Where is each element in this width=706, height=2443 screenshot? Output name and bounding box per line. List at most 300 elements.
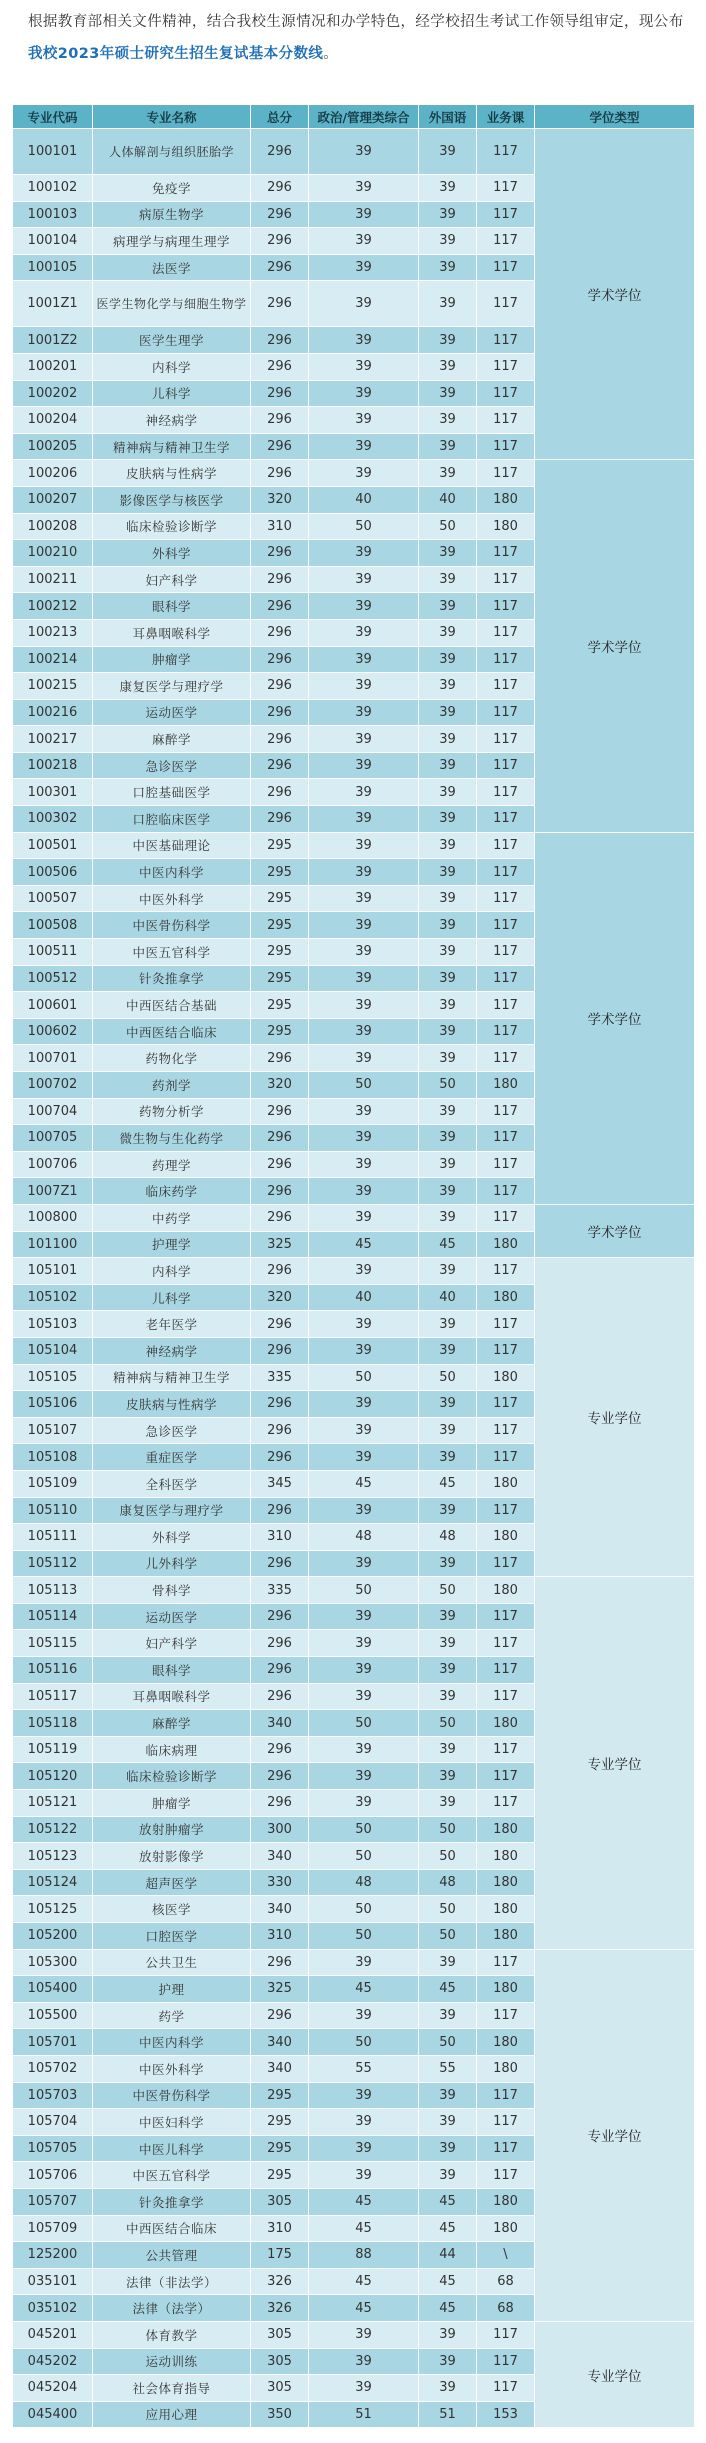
cell-code: 045202 (13, 2348, 93, 2375)
cell-major: 法律（非法学） (93, 2268, 251, 2295)
cell-total: 310 (251, 513, 309, 540)
cell-major-course: 117 (477, 1178, 535, 1205)
cell-politics: 39 (309, 1125, 419, 1152)
cell-major: 急诊医学 (93, 752, 251, 779)
cell-major-course: 117 (477, 353, 535, 380)
cell-foreign: 50 (419, 1710, 477, 1737)
cell-total: 296 (251, 566, 309, 593)
cell-code: 105116 (13, 1657, 93, 1684)
cell-code: 100218 (13, 752, 93, 779)
cell-politics: 39 (309, 859, 419, 886)
cell-politics: 39 (309, 806, 419, 833)
cell-total: 296 (251, 1417, 309, 1444)
cell-politics: 39 (309, 460, 419, 487)
cell-total: 296 (251, 1045, 309, 1072)
cell-code: 100213 (13, 619, 93, 646)
cell-total: 296 (251, 1630, 309, 1657)
cell-code: 100101 (13, 129, 93, 175)
cell-foreign: 39 (419, 1018, 477, 1045)
cell-politics: 39 (309, 380, 419, 407)
cell-major-course: 180 (477, 513, 535, 540)
cell-total: 296 (251, 1790, 309, 1817)
cell-politics: 39 (309, 885, 419, 912)
cell-total: 325 (251, 1976, 309, 2003)
cell-major: 内科学 (93, 1258, 251, 1285)
cell-code: 105200 (13, 1923, 93, 1950)
cell-politics: 45 (309, 2295, 419, 2322)
header-degree-type: 学位类型 (535, 105, 695, 129)
cell-code: 100501 (13, 832, 93, 859)
cell-total: 175 (251, 2242, 309, 2269)
cell-code: 100102 (13, 175, 93, 202)
cell-major: 全科医学 (93, 1470, 251, 1497)
cell-foreign: 39 (419, 1630, 477, 1657)
table-row (13, 1949, 695, 1976)
cell-major: 中医五官科学 (93, 939, 251, 966)
cell-major: 肿瘤学 (93, 1790, 251, 1817)
cell-code: 105702 (13, 2055, 93, 2082)
cell-total: 296 (251, 254, 309, 281)
cell-code: 105704 (13, 2109, 93, 2136)
cell-major-course: 180 (477, 1577, 535, 1604)
cell-total: 325 (251, 1231, 309, 1258)
cell-foreign: 39 (419, 327, 477, 354)
cell-degree-type: 专业学位 (535, 1258, 695, 1577)
cell-total: 345 (251, 1470, 309, 1497)
cell-total: 295 (251, 885, 309, 912)
cell-major: 临床检验诊断学 (93, 1763, 251, 1790)
cell-major-course: 117 (477, 752, 535, 779)
cell-total: 335 (251, 1577, 309, 1604)
cell-politics: 39 (309, 1417, 419, 1444)
cell-major: 耳鼻咽喉科学 (93, 1683, 251, 1710)
cell-major-course: 117 (477, 859, 535, 886)
cell-total: 296 (251, 1683, 309, 1710)
cell-major-course: 180 (477, 1284, 535, 1311)
cell-major-course: 180 (477, 486, 535, 513)
cell-total: 296 (251, 201, 309, 228)
cell-major: 中医五官科学 (93, 2162, 251, 2189)
cell-politics: 50 (309, 513, 419, 540)
cell-total: 296 (251, 1311, 309, 1338)
cell-major: 法医学 (93, 254, 251, 281)
cell-major-course: 117 (477, 1098, 535, 1125)
cell-total: 295 (251, 2109, 309, 2136)
cell-total: 296 (251, 1657, 309, 1684)
cell-politics: 39 (309, 228, 419, 255)
cell-total: 296 (251, 407, 309, 434)
cell-degree-type: 学术学位 (535, 1204, 695, 1257)
cell-degree-type: 专业学位 (535, 1949, 695, 2321)
cell-code: 105106 (13, 1391, 93, 1418)
cell-politics: 39 (309, 992, 419, 1019)
header-total: 总分 (251, 105, 309, 129)
cell-total: 296 (251, 353, 309, 380)
cell-foreign: 39 (419, 1683, 477, 1710)
table-row (13, 2321, 695, 2348)
cell-politics: 39 (309, 540, 419, 567)
cell-major: 护理 (93, 1976, 251, 2003)
cell-politics: 45 (309, 2268, 419, 2295)
cell-total: 296 (251, 1098, 309, 1125)
cell-total: 296 (251, 540, 309, 567)
cell-total: 326 (251, 2295, 309, 2322)
cell-major: 儿科学 (93, 1284, 251, 1311)
cell-major-course: 117 (477, 1736, 535, 1763)
cell-foreign: 39 (419, 885, 477, 912)
cell-major: 外科学 (93, 540, 251, 567)
cell-politics: 39 (309, 327, 419, 354)
cell-total: 320 (251, 1284, 309, 1311)
cell-code: 105703 (13, 2082, 93, 2109)
cell-major-course: 180 (477, 1072, 535, 1099)
cell-total: 296 (251, 1391, 309, 1418)
cell-politics: 48 (309, 1869, 419, 1896)
cell-code: 105112 (13, 1550, 93, 1577)
cell-major: 康复医学与理疗学 (93, 673, 251, 700)
cell-politics: 50 (309, 1923, 419, 1950)
cell-total: 340 (251, 1896, 309, 1923)
cell-major: 微生物与生化药学 (93, 1125, 251, 1152)
cell-code: 100211 (13, 566, 93, 593)
cell-major: 皮肤病与性病学 (93, 1391, 251, 1418)
cell-code: 105114 (13, 1603, 93, 1630)
cell-major: 精神病与精神卫生学 (93, 433, 251, 460)
cell-total: 340 (251, 2029, 309, 2056)
cell-foreign: 39 (419, 2321, 477, 2348)
cell-major-course: 180 (477, 1231, 535, 1258)
cell-major: 耳鼻咽喉科学 (93, 619, 251, 646)
cell-major: 口腔基础医学 (93, 779, 251, 806)
cell-major-course: \ (477, 2242, 535, 2269)
cell-total: 320 (251, 1072, 309, 1099)
cell-major: 神经病学 (93, 1337, 251, 1364)
cell-code: 105120 (13, 1763, 93, 1790)
cell-major-course: 180 (477, 1896, 535, 1923)
cell-politics: 39 (309, 2321, 419, 2348)
cell-politics: 39 (309, 779, 419, 806)
cell-code: 100301 (13, 779, 93, 806)
cell-major: 药物分析学 (93, 1098, 251, 1125)
cell-major-course: 117 (477, 254, 535, 281)
cell-major-course: 117 (477, 2135, 535, 2162)
intro-highlight-link[interactable]: 我校2023年硕士研究生招生复试基本分数线 (28, 46, 324, 62)
cell-politics: 39 (309, 1763, 419, 1790)
cell-foreign: 39 (419, 407, 477, 434)
cell-total: 296 (251, 175, 309, 202)
cell-foreign: 39 (419, 1098, 477, 1125)
cell-major-course: 180 (477, 1976, 535, 2003)
cell-total: 296 (251, 228, 309, 255)
cell-foreign: 39 (419, 2375, 477, 2402)
cell-politics: 39 (309, 1550, 419, 1577)
cell-foreign: 39 (419, 939, 477, 966)
cell-major-course: 117 (477, 1790, 535, 1817)
cell-foreign: 50 (419, 1816, 477, 1843)
cell-major: 眼科学 (93, 593, 251, 620)
cell-total: 296 (251, 699, 309, 726)
cell-major: 神经病学 (93, 407, 251, 434)
cell-major-course: 117 (477, 912, 535, 939)
cell-major-course: 117 (477, 201, 535, 228)
cell-major: 中医骨伤科学 (93, 2082, 251, 2109)
cell-politics: 50 (309, 1710, 419, 1737)
cell-code: 1007Z1 (13, 1178, 93, 1205)
cell-major-course: 117 (477, 327, 535, 354)
cell-code: 105119 (13, 1736, 93, 1763)
cell-total: 295 (251, 939, 309, 966)
cell-code: 045201 (13, 2321, 93, 2348)
cell-major: 临床检验诊断学 (93, 513, 251, 540)
cell-major-course: 117 (477, 2162, 535, 2189)
cell-politics: 55 (309, 2055, 419, 2082)
cell-politics: 39 (309, 673, 419, 700)
cell-major: 中医外科学 (93, 885, 251, 912)
cell-major: 老年医学 (93, 1311, 251, 1338)
cell-total: 310 (251, 1524, 309, 1551)
cell-major: 妇产科学 (93, 566, 251, 593)
cell-code: 105707 (13, 2188, 93, 2215)
cell-foreign: 44 (419, 2242, 477, 2269)
cell-major: 针灸推拿学 (93, 2188, 251, 2215)
cell-politics: 39 (309, 1391, 419, 1418)
cell-total: 310 (251, 2215, 309, 2242)
cell-politics: 50 (309, 1896, 419, 1923)
cell-code: 100217 (13, 726, 93, 753)
cell-degree-type: 学术学位 (535, 832, 695, 1204)
cell-code: 100512 (13, 965, 93, 992)
cell-total: 295 (251, 912, 309, 939)
cell-total: 296 (251, 460, 309, 487)
cell-foreign: 39 (419, 992, 477, 1019)
cell-foreign: 55 (419, 2055, 477, 2082)
cell-foreign: 39 (419, 1550, 477, 1577)
cell-foreign: 39 (419, 1337, 477, 1364)
cell-politics: 39 (309, 1311, 419, 1338)
cell-major-course: 180 (477, 1710, 535, 1737)
cell-total: 296 (251, 129, 309, 175)
cell-major: 人体解剖与组织胚胎学 (93, 129, 251, 175)
cell-total: 310 (251, 1923, 309, 1950)
cell-foreign: 39 (419, 912, 477, 939)
cell-politics: 39 (309, 2135, 419, 2162)
cell-total: 296 (251, 779, 309, 806)
cell-politics: 45 (309, 1976, 419, 2003)
cell-major-course: 117 (477, 1417, 535, 1444)
cell-foreign: 39 (419, 201, 477, 228)
cell-politics: 39 (309, 832, 419, 859)
cell-politics: 88 (309, 2242, 419, 2269)
cell-politics: 39 (309, 2375, 419, 2402)
table-header-row (13, 105, 695, 129)
cell-major: 药理学 (93, 1151, 251, 1178)
cell-foreign: 39 (419, 353, 477, 380)
cell-major: 公共卫生 (93, 1949, 251, 1976)
score-table (12, 104, 695, 2428)
cell-major-course: 117 (477, 593, 535, 620)
cell-foreign: 50 (419, 513, 477, 540)
cell-code: 105121 (13, 1790, 93, 1817)
cell-total: 296 (251, 2002, 309, 2029)
cell-politics: 39 (309, 1949, 419, 1976)
table-row (13, 460, 695, 487)
cell-major: 应用心理 (93, 2401, 251, 2428)
cell-major-course: 117 (477, 2002, 535, 2029)
cell-politics: 50 (309, 1816, 419, 1843)
cell-degree-type: 专业学位 (535, 1577, 695, 1949)
cell-total: 296 (251, 1258, 309, 1285)
cell-foreign: 39 (419, 281, 477, 327)
cell-code: 105701 (13, 2029, 93, 2056)
cell-total: 295 (251, 2135, 309, 2162)
cell-code: 105101 (13, 1258, 93, 1285)
cell-major: 放射影像学 (93, 1843, 251, 1870)
cell-foreign: 39 (419, 2109, 477, 2136)
cell-code: 100201 (13, 353, 93, 380)
cell-foreign: 39 (419, 460, 477, 487)
cell-major-course: 117 (477, 1311, 535, 1338)
cell-code: 100204 (13, 407, 93, 434)
cell-politics: 39 (309, 1790, 419, 1817)
cell-foreign: 39 (419, 1151, 477, 1178)
cell-code: 105115 (13, 1630, 93, 1657)
cell-foreign: 39 (419, 380, 477, 407)
cell-code: 105125 (13, 1896, 93, 1923)
cell-code: 101100 (13, 1231, 93, 1258)
cell-total: 296 (251, 327, 309, 354)
cell-major: 中医骨伤科学 (93, 912, 251, 939)
cell-foreign: 39 (419, 2162, 477, 2189)
cell-politics: 39 (309, 939, 419, 966)
cell-major-course: 117 (477, 1018, 535, 1045)
cell-politics: 39 (309, 2348, 419, 2375)
cell-foreign: 39 (419, 726, 477, 753)
cell-major: 眼科学 (93, 1657, 251, 1684)
cell-major-course: 117 (477, 2321, 535, 2348)
cell-total: 296 (251, 1497, 309, 1524)
cell-major-course: 117 (477, 1630, 535, 1657)
cell-politics: 45 (309, 1231, 419, 1258)
cell-total: 340 (251, 2055, 309, 2082)
cell-foreign: 39 (419, 1736, 477, 1763)
cell-politics: 39 (309, 912, 419, 939)
cell-code: 105705 (13, 2135, 93, 2162)
cell-code: 100210 (13, 540, 93, 567)
cell-total: 296 (251, 673, 309, 700)
cell-foreign: 39 (419, 1311, 477, 1338)
cell-major-course: 117 (477, 646, 535, 673)
cell-foreign: 50 (419, 1072, 477, 1099)
cell-politics: 39 (309, 353, 419, 380)
cell-foreign: 39 (419, 1204, 477, 1231)
cell-foreign: 39 (419, 1763, 477, 1790)
cell-total: 296 (251, 1949, 309, 1976)
cell-major: 法律（法学） (93, 2295, 251, 2322)
cell-foreign: 40 (419, 486, 477, 513)
cell-foreign: 45 (419, 2188, 477, 2215)
cell-major: 公共管理 (93, 2242, 251, 2269)
cell-politics: 39 (309, 1603, 419, 1630)
cell-code: 105709 (13, 2215, 93, 2242)
cell-foreign: 39 (419, 1045, 477, 1072)
cell-foreign: 39 (419, 1391, 477, 1418)
cell-politics: 40 (309, 1284, 419, 1311)
cell-major: 妇产科学 (93, 1630, 251, 1657)
cell-major: 中药学 (93, 1204, 251, 1231)
cell-major: 中医内科学 (93, 859, 251, 886)
cell-politics: 50 (309, 1577, 419, 1604)
cell-foreign: 39 (419, 593, 477, 620)
cell-code: 1001Z2 (13, 327, 93, 354)
cell-major: 运动训练 (93, 2348, 251, 2375)
cell-total: 296 (251, 1125, 309, 1152)
cell-major-course: 117 (477, 806, 535, 833)
cell-major-course: 117 (477, 2348, 535, 2375)
cell-major-course: 117 (477, 380, 535, 407)
cell-major: 中西医结合临床 (93, 1018, 251, 1045)
cell-foreign: 39 (419, 1949, 477, 1976)
cell-total: 326 (251, 2268, 309, 2295)
cell-major-course: 180 (477, 1843, 535, 1870)
cell-politics: 39 (309, 1045, 419, 1072)
cell-major: 临床病理 (93, 1736, 251, 1763)
cell-foreign: 50 (419, 1364, 477, 1391)
cell-major-course: 117 (477, 779, 535, 806)
cell-code: 100507 (13, 885, 93, 912)
cell-total: 335 (251, 1364, 309, 1391)
cell-code: 105118 (13, 1710, 93, 1737)
cell-major: 运动医学 (93, 1603, 251, 1630)
cell-major-course: 117 (477, 566, 535, 593)
cell-major-course: 117 (477, 885, 535, 912)
cell-major-course: 117 (477, 1603, 535, 1630)
cell-total: 295 (251, 832, 309, 859)
cell-major: 骨科学 (93, 1577, 251, 1604)
cell-major-course: 180 (477, 1869, 535, 1896)
cell-major-course: 117 (477, 673, 535, 700)
cell-total: 296 (251, 1337, 309, 1364)
cell-foreign: 39 (419, 566, 477, 593)
cell-total: 295 (251, 2162, 309, 2189)
cell-politics: 39 (309, 726, 419, 753)
cell-foreign: 40 (419, 1284, 477, 1311)
cell-politics: 50 (309, 1364, 419, 1391)
cell-foreign: 39 (419, 673, 477, 700)
table-row (13, 129, 695, 175)
intro-tail: 。 (323, 46, 339, 62)
cell-politics: 39 (309, 281, 419, 327)
cell-foreign: 39 (419, 2082, 477, 2109)
table-body (13, 129, 695, 2428)
cell-politics: 51 (309, 2401, 419, 2428)
cell-foreign: 39 (419, 859, 477, 886)
cell-major: 中医基础理论 (93, 832, 251, 859)
cell-code: 100705 (13, 1125, 93, 1152)
cell-major-course: 180 (477, 2188, 535, 2215)
cell-foreign: 39 (419, 1125, 477, 1152)
cell-major-course: 117 (477, 1657, 535, 1684)
cell-degree-type: 学术学位 (535, 460, 695, 832)
cell-major: 中西医结合临床 (93, 2215, 251, 2242)
cell-code: 100506 (13, 859, 93, 886)
cell-major-course: 117 (477, 1763, 535, 1790)
cell-total: 296 (251, 380, 309, 407)
cell-politics: 39 (309, 433, 419, 460)
cell-code: 105400 (13, 1976, 93, 2003)
cell-major-course: 117 (477, 228, 535, 255)
cell-code: 100602 (13, 1018, 93, 1045)
cell-politics: 39 (309, 129, 419, 175)
